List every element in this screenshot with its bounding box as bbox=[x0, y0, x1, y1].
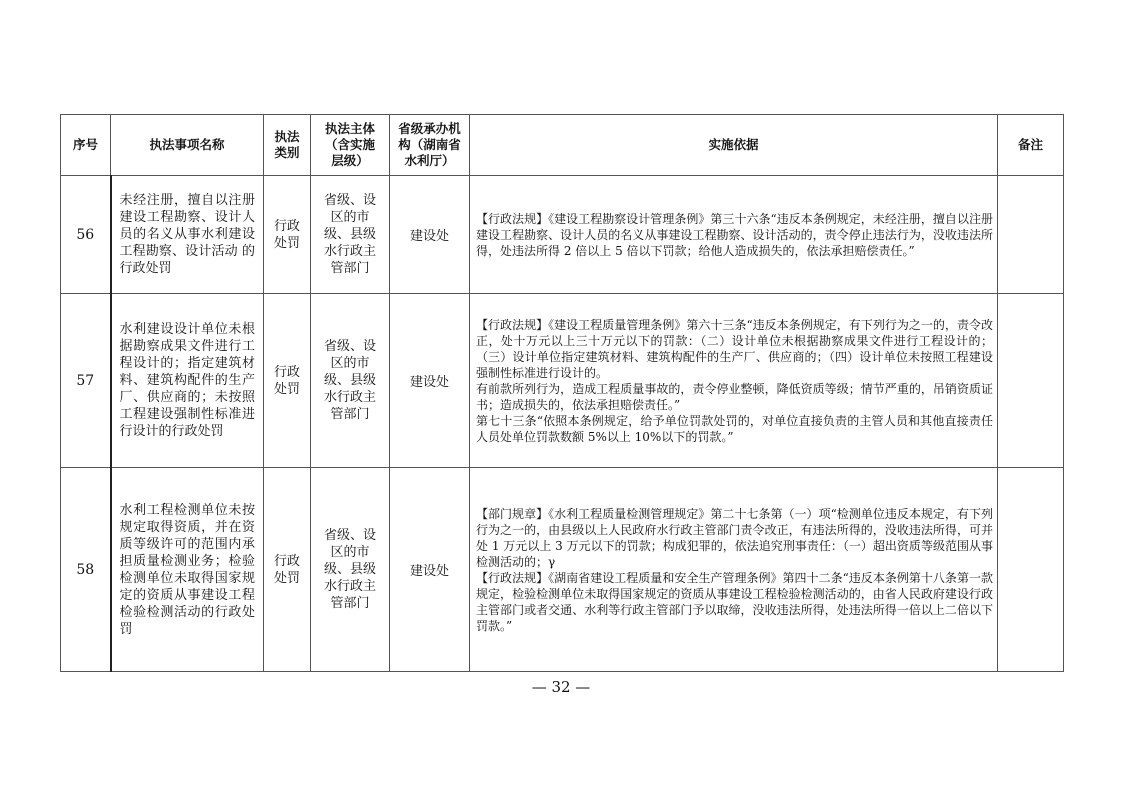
header-subject: 执法主体（含实施层级） bbox=[311, 115, 390, 176]
item-name: 水利工程检测单位未按规定取得资质，并在资质等级许可的范围内承担质量检测业务；检验检测单位未取得国家规定的资质从事建设工程检验检测活动的行政处罚 bbox=[111, 468, 264, 672]
enforcement-category: 行政处罚 bbox=[264, 176, 311, 294]
enforcement-subject: 省级、设区的市级、县级水行政主管部门 bbox=[311, 176, 390, 294]
header-no: 序号 bbox=[61, 115, 111, 176]
basis-paragraph: 【部门规章】《水利工程质量检测管理规定》第二十七条第（一）项“检测单位违反本规定，有下列行为之一的，由县级以上人民政府水行政主管部门责令改正，有违法所得的，没收违法所得，可并处 1 万元以上 3 万元以下的罚款；构成犯罪的，依法追究刑事责任：（一）超出资质等级范围从事检测活动的；γ bbox=[476, 506, 993, 569]
header-name: 执法事项名称 bbox=[111, 115, 264, 176]
header-basis: 实施依据 bbox=[470, 115, 998, 176]
remark-cell bbox=[998, 176, 1064, 294]
enforcement-category: 行政处罚 bbox=[264, 468, 311, 672]
legal-basis bbox=[470, 176, 998, 294]
basis-paragraph: 【行政法规】《建设工程质量管理条例》第六十三条“违反本条例规定，有下列行为之一的，责令改正，处十万元以上三十万元以下的罚款：（二）设计单位未根据勘察成果文件进行工程设计的；（三）设计单位指定建筑材料、建筑构配件的生产厂、供应商的；（四）设计单位未按照工程建设强制性标准进行设计的。 bbox=[476, 317, 993, 380]
item-name: 水利建设设计单位未根据勘察成果文件进行工程设计的；指定建筑材料、建筑构配件的生产厂、供应商的；未按照工程建设强制性标准进行设计的行政处罚 bbox=[111, 294, 264, 468]
enforcement-subject: 省级、设区的市级、县级水行政主管部门 bbox=[311, 294, 390, 468]
row-number: 58 bbox=[61, 468, 111, 672]
header-category: 执法类别 bbox=[264, 115, 311, 176]
header-org: 省级承办机构（湖南省水利厅） bbox=[390, 115, 470, 176]
table-row bbox=[61, 294, 1064, 468]
basis-paragraph: 第七十三条“依照本条例规定，给予单位罚款处罚的，对单位直接负责的主管人员和其他直接责任人员处单位罚款数额 5%以上 10%以下的罚款。” bbox=[476, 413, 993, 444]
item-name: 未经注册，擅自以注册建设工程勘察、设计人员的名义从事水利建设工程勘察、设计活动 的行政处罚 bbox=[111, 176, 264, 294]
enforcement-category: 行政处罚 bbox=[264, 294, 311, 468]
page-number: — 32 — bbox=[531, 678, 591, 696]
row-number: 56 bbox=[61, 176, 111, 294]
legal-basis bbox=[470, 468, 998, 672]
table-row bbox=[61, 176, 1064, 294]
enforcement-subject: 省级、设区的市级、县级水行政主管部门 bbox=[311, 468, 390, 672]
header-remark: 备注 bbox=[998, 115, 1064, 176]
legal-basis bbox=[470, 294, 998, 468]
row-number: 57 bbox=[61, 294, 111, 468]
remark-cell bbox=[998, 468, 1064, 672]
remark-cell bbox=[998, 294, 1064, 468]
handling-organization: 建设处 bbox=[390, 176, 470, 294]
basis-paragraph: 【行政法规】《建设工程勘察设计管理条例》第三十六条“违反本条例规定，未经注册，擅自以注册建设工程勘察、设计人员的名义从事建设工程勘察、设计活动的，责令停止违法行为，没收违法所得，处违法所得 2 倍以上 5 倍以下罚款；给他人造成损失的，依法承担赔偿责任。” bbox=[476, 211, 993, 258]
handling-organization: 建设处 bbox=[390, 468, 470, 672]
header-row bbox=[61, 115, 1064, 176]
table-row bbox=[61, 468, 1064, 672]
basis-paragraph: 【行政法规】《湖南省建设工程质量和安全生产管理条例》第四十二条“违反本条例第十八条第一款规定，检验检测单位未取得国家规定的资质从事建设工程检验检测活动的，由省人民政府建设行政主管部门或者交通、水利等行政主管部门予以取缔，没收违法所得，处违法所得一倍以上二倍以下罚款。” bbox=[476, 570, 993, 633]
handling-organization: 建设处 bbox=[390, 294, 470, 468]
basis-paragraph: 有前款所列行为，造成工程质量事故的，责令停业整顿，降低资质等级；情节严重的，吊销资质证书；造成损失的，依法承担赔偿责任。” bbox=[476, 381, 993, 412]
enforcement-table bbox=[60, 114, 1064, 672]
